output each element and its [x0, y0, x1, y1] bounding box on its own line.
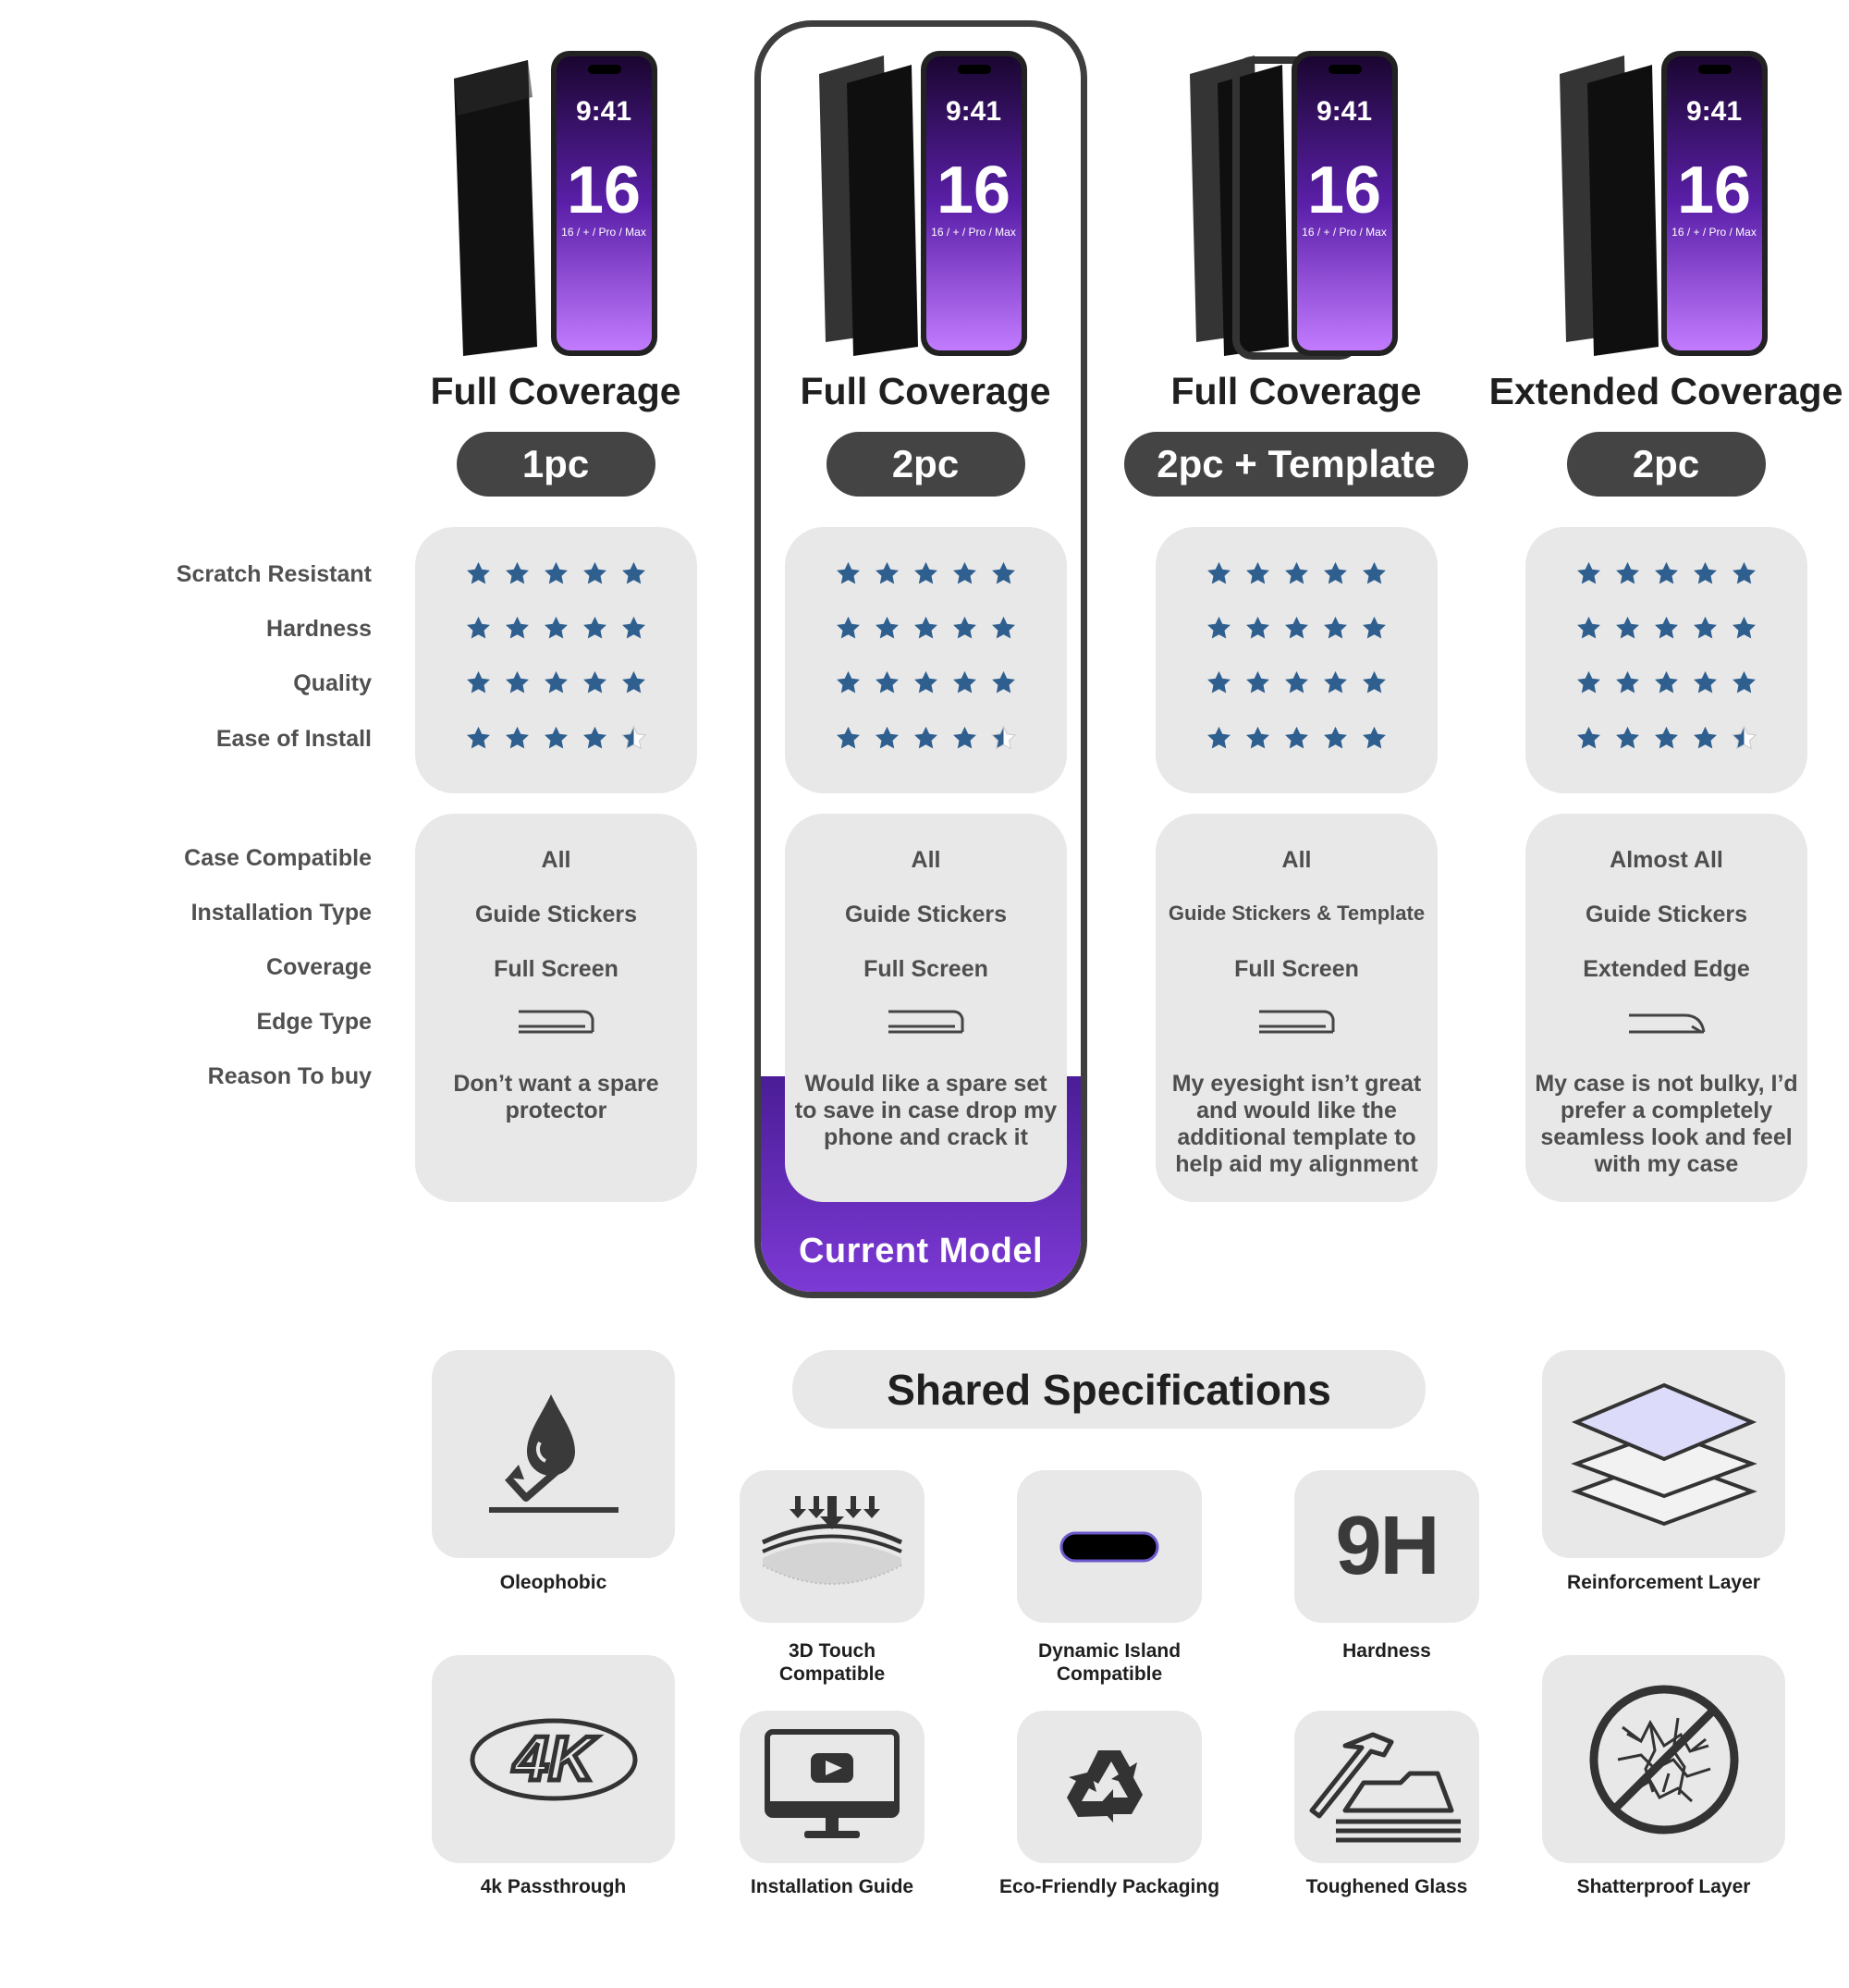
- star-rating-row: [785, 615, 1067, 642]
- star-icon: [1244, 615, 1271, 642]
- eco-tile: [1017, 1711, 1202, 1863]
- star-icon: [1322, 725, 1349, 752]
- star-icon: [582, 615, 608, 642]
- star-rating-row: [415, 669, 697, 696]
- star-icon: [1283, 615, 1310, 642]
- star-icon: [1692, 725, 1719, 752]
- specs-panel: [1525, 814, 1807, 1202]
- star-icon: [912, 725, 939, 752]
- row-label-hardness: Hardness: [266, 616, 372, 642]
- half-star-icon: [990, 725, 1017, 752]
- shatterproof-tile: [1542, 1655, 1785, 1863]
- star-icon: [990, 669, 1017, 696]
- star-icon: [1575, 669, 1602, 696]
- star-icon: [465, 615, 492, 642]
- touch3d-tile: [740, 1470, 924, 1623]
- row-label-edge-type: Edge Type: [256, 1009, 372, 1035]
- install-guide-label: Installation Guide: [750, 1876, 914, 1897]
- star-icon: [990, 560, 1017, 587]
- star-icon: [951, 725, 978, 752]
- pack-size-pill: 2pc + Template: [1124, 432, 1468, 497]
- installation-type-value: Guide Stickers: [844, 902, 1008, 927]
- star-icon: [874, 615, 900, 642]
- star-rating-row: [1156, 725, 1438, 752]
- star-icon: [835, 725, 862, 752]
- star-icon: [543, 560, 569, 587]
- oleophobic-label: Oleophobic: [499, 1572, 607, 1593]
- star-icon: [543, 669, 569, 696]
- star-icon: [1614, 560, 1641, 587]
- pack-size-pill: 1pc: [457, 432, 655, 497]
- star-icon: [1283, 725, 1310, 752]
- row-label-quality: Quality: [293, 670, 372, 696]
- row-label-ease-of-install: Ease of Install: [215, 726, 372, 752]
- hardness-label: Hardness: [1342, 1640, 1431, 1662]
- star-icon: [835, 669, 862, 696]
- hardness-tile: [1294, 1470, 1479, 1623]
- installation-type-value: Guide Stickers: [1585, 902, 1748, 927]
- dynamic-island-tile: [1017, 1470, 1202, 1623]
- pack-size-pill: 2pc: [827, 432, 1025, 497]
- star-icon: [1653, 615, 1680, 642]
- phone-with-protector-image: [445, 42, 667, 361]
- star-icon: [1361, 615, 1388, 642]
- coverage-value: Full Screen: [494, 956, 618, 982]
- star-icon: [1206, 560, 1232, 587]
- reason-to-buy-value: Would like a spare set to save in case drop my phone and crack it: [794, 1071, 1058, 1150]
- star-icon: [874, 560, 900, 587]
- star-icon: [1322, 560, 1349, 587]
- flat-edge-icon: [887, 1008, 965, 1036]
- phone-model-number-text: 16: [1306, 153, 1382, 227]
- nine-h-icon: 9H: [1335, 1500, 1439, 1592]
- star-icon: [1361, 725, 1388, 752]
- specs-panel: [415, 814, 697, 1202]
- product-title: Extended Coverage: [1488, 370, 1843, 412]
- star-icon: [465, 725, 492, 752]
- star-icon: [543, 725, 569, 752]
- oil-drop-icon: [484, 1385, 623, 1524]
- half-star-icon: [1731, 725, 1757, 752]
- ratings-panel: [415, 527, 697, 793]
- row-label-case-compatible: Case Compatible: [184, 845, 372, 871]
- star-rating-row: [785, 669, 1067, 696]
- star-rating-row: [1525, 725, 1807, 752]
- phone-model-list-text: 16 / + / Pro / Max: [1671, 226, 1757, 239]
- star-icon: [1244, 560, 1271, 587]
- oleophobic-tile: [432, 1350, 675, 1558]
- star-icon: [951, 669, 978, 696]
- star-icon: [951, 615, 978, 642]
- star-rating-row: [1156, 560, 1438, 587]
- dynamic-island-icon: [1059, 1528, 1160, 1565]
- star-icon: [1731, 615, 1757, 642]
- star-icon: [543, 615, 569, 642]
- phone-clock-text: 9:41: [1316, 96, 1373, 127]
- phone-clock-text: 9:41: [575, 96, 632, 127]
- product-title: Full Coverage: [800, 370, 1051, 412]
- star-icon: [582, 669, 608, 696]
- current-model-label: Current Model: [798, 1232, 1044, 1270]
- star-icon: [1244, 725, 1271, 752]
- toughened-tile: [1294, 1711, 1479, 1863]
- star-icon: [1283, 669, 1310, 696]
- four-k-text: 4K: [513, 1723, 594, 1794]
- star-icon: [1653, 669, 1680, 696]
- reinforcement-tile: [1542, 1350, 1785, 1558]
- star-icon: [912, 615, 939, 642]
- star-icon: [990, 615, 1017, 642]
- star-icon: [1322, 615, 1349, 642]
- star-icon: [1731, 669, 1757, 696]
- star-rating-row: [785, 560, 1067, 587]
- product-title: Full Coverage: [430, 370, 681, 412]
- star-icon: [465, 669, 492, 696]
- star-icon: [504, 725, 531, 752]
- phone-model-number-text: 16: [566, 153, 642, 227]
- specs-panel: [1156, 814, 1438, 1202]
- installation-type-value: Guide Stickers & Template: [1168, 902, 1426, 925]
- coverage-value: Full Screen: [1234, 956, 1359, 982]
- star-rating-row: [785, 725, 1067, 752]
- star-rating-row: [1525, 560, 1807, 587]
- case-compatible-value: Almost All: [1610, 847, 1723, 873]
- row-label-coverage: Coverage: [266, 954, 372, 980]
- star-rating-row: [415, 615, 697, 642]
- recycle-icon: [1063, 1741, 1156, 1834]
- star-icon: [620, 669, 647, 696]
- star-icon: [504, 560, 531, 587]
- toughened-label: Toughened Glass: [1305, 1876, 1468, 1897]
- reason-to-buy-value: My eyesight isn’t great and would like the additional template to help aid my alignment: [1171, 1071, 1422, 1177]
- extended-edge-icon: [1627, 1008, 1706, 1036]
- layers-icon: [1567, 1376, 1761, 1533]
- dynamic-island-label: Dynamic Island Compatible: [1037, 1640, 1182, 1685]
- passthrough-tile: [432, 1655, 675, 1863]
- eco-label: Eco-Friendly Packaging: [998, 1876, 1220, 1897]
- star-icon: [620, 560, 647, 587]
- star-rating-row: [415, 560, 697, 587]
- touch3d-label: 3D Touch Compatible: [778, 1640, 886, 1685]
- ratings-panel: [785, 527, 1067, 793]
- star-icon: [1731, 560, 1757, 587]
- touch-pressure-icon: [753, 1491, 911, 1602]
- hammer-glass-icon: [1308, 1727, 1465, 1847]
- phone-clock-text: 9:41: [945, 96, 1002, 127]
- install-guide-tile: [740, 1711, 924, 1863]
- star-icon: [1575, 615, 1602, 642]
- star-rating-row: [1525, 669, 1807, 696]
- star-icon: [620, 615, 647, 642]
- specs-panel: [785, 814, 1067, 1202]
- phone-model-list-text: 16 / + / Pro / Max: [561, 226, 646, 239]
- star-icon: [504, 615, 531, 642]
- star-icon: [1692, 615, 1719, 642]
- star-icon: [504, 669, 531, 696]
- coverage-value: Extended Edge: [1583, 956, 1750, 982]
- shared-specifications-title: Shared Specifications: [792, 1350, 1426, 1429]
- star-icon: [1614, 615, 1641, 642]
- row-label-installation-type: Installation Type: [190, 900, 372, 926]
- star-icon: [1614, 725, 1641, 752]
- passthrough-label: 4k Passthrough: [480, 1876, 627, 1897]
- row-label-scratch-resistant: Scratch Resistant: [176, 561, 372, 587]
- star-icon: [465, 560, 492, 587]
- star-rating-row: [1525, 615, 1807, 642]
- flat-edge-icon: [517, 1008, 595, 1036]
- star-icon: [1692, 560, 1719, 587]
- phone-with-protector-image: [814, 42, 1036, 361]
- flat-edge-icon: [1257, 1008, 1336, 1036]
- phone-model-list-text: 16 / + / Pro / Max: [1302, 226, 1387, 239]
- star-icon: [1322, 669, 1349, 696]
- star-icon: [1244, 669, 1271, 696]
- product-title: Full Coverage: [1170, 370, 1422, 412]
- reinforcement-label: Reinforcement Layer: [1567, 1572, 1760, 1593]
- star-icon: [1653, 560, 1680, 587]
- phone-model-list-text: 16 / + / Pro / Max: [931, 226, 1016, 239]
- star-icon: [1361, 669, 1388, 696]
- no-crack-icon: [1586, 1681, 1743, 1838]
- star-icon: [582, 725, 608, 752]
- star-icon: [835, 615, 862, 642]
- monitor-play-icon: [763, 1727, 901, 1847]
- star-icon: [1575, 560, 1602, 587]
- star-icon: [912, 669, 939, 696]
- star-icon: [912, 560, 939, 587]
- four-k-icon: [466, 1713, 642, 1806]
- phone-model-number-text: 16: [1676, 153, 1752, 227]
- case-compatible-value: All: [541, 847, 571, 873]
- star-icon: [951, 560, 978, 587]
- star-rating-row: [1156, 615, 1438, 642]
- star-icon: [1206, 669, 1232, 696]
- star-icon: [1206, 725, 1232, 752]
- installation-type-value: Guide Stickers: [474, 902, 638, 927]
- case-compatible-value: All: [911, 847, 941, 873]
- star-icon: [874, 669, 900, 696]
- phone-model-number-text: 16: [936, 153, 1011, 227]
- phone-with-protector-image: [1185, 42, 1407, 361]
- phone-with-protector-image: [1555, 42, 1777, 361]
- star-icon: [1614, 669, 1641, 696]
- star-icon: [582, 560, 608, 587]
- star-icon: [1361, 560, 1388, 587]
- case-compatible-value: All: [1281, 847, 1312, 873]
- star-icon: [874, 725, 900, 752]
- pack-size-pill: 2pc: [1567, 432, 1766, 497]
- star-icon: [1653, 725, 1680, 752]
- row-label-reason-to-buy: Reason To buy: [207, 1063, 372, 1089]
- star-icon: [1692, 669, 1719, 696]
- star-rating-row: [415, 725, 697, 752]
- shatterproof-label: Shatterproof Layer: [1576, 1876, 1751, 1897]
- star-rating-row: [1156, 669, 1438, 696]
- ratings-panel: [1525, 527, 1807, 793]
- star-icon: [1283, 560, 1310, 587]
- star-icon: [1206, 615, 1232, 642]
- reason-to-buy-value: My case is not bulky, I’d prefer a completely seamless look and feel with my case: [1535, 1071, 1798, 1177]
- star-icon: [1575, 725, 1602, 752]
- reason-to-buy-value: Don’t want a spare protector: [453, 1071, 659, 1123]
- ratings-panel: [1156, 527, 1438, 793]
- star-icon: [835, 560, 862, 587]
- coverage-value: Full Screen: [863, 956, 988, 982]
- half-star-icon: [620, 725, 647, 752]
- phone-clock-text: 9:41: [1685, 96, 1743, 127]
